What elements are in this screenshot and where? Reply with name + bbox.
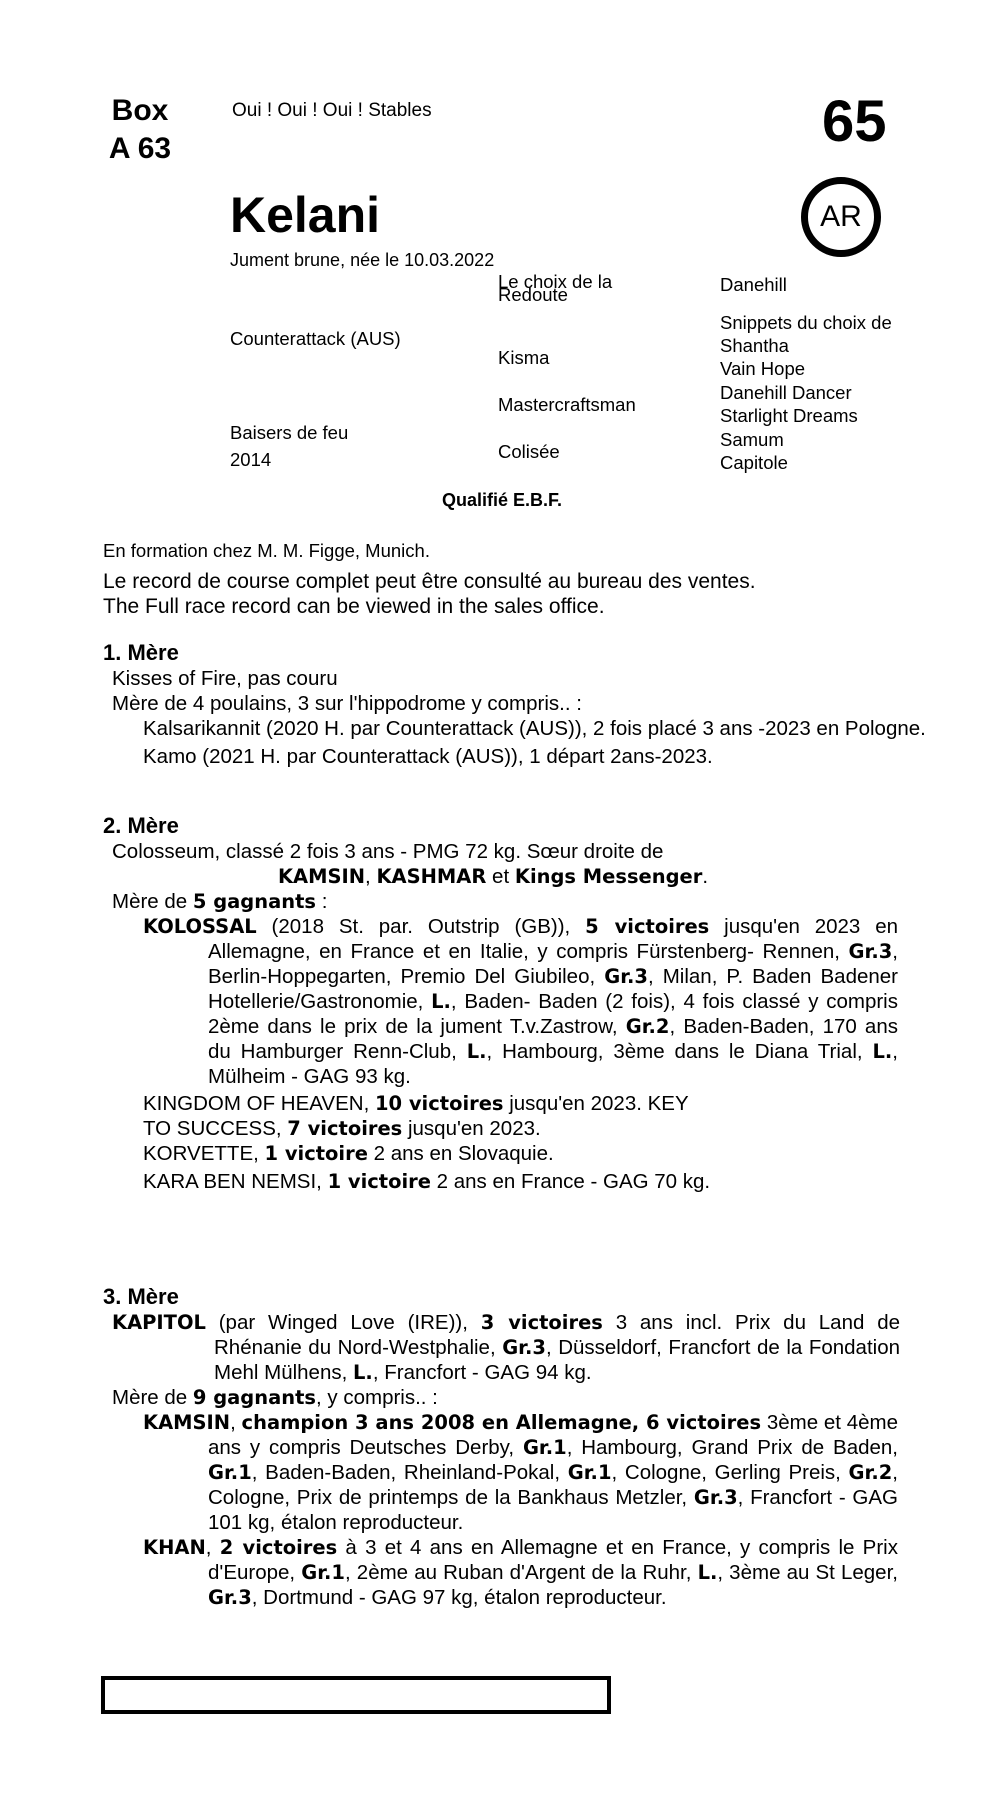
pedigree-sire: Counterattack (AUS) (230, 328, 401, 349)
siblings-line (103, 864, 903, 889)
grade: Gr.1 (522, 1436, 567, 1459)
produce-item-korvette (103, 1141, 903, 1166)
sep: et (486, 865, 515, 888)
pedigree-dd-sire: Samum (720, 429, 784, 450)
pedigree-sire-sire: Le choix de la Redoute (498, 271, 613, 305)
produce-item-kolossal (103, 914, 898, 1089)
text: , (230, 1411, 242, 1434)
grade: Gr.3 (604, 965, 648, 988)
pedigree-ss-dam: Snippets du choix de Shantha (720, 312, 892, 356)
produce-summary (103, 889, 903, 914)
grade: Gr.2 (848, 1461, 893, 1484)
text: (par Winged Love (IRE)), (205, 1311, 481, 1334)
consignor: Oui ! Oui ! Oui ! Stables (232, 100, 432, 121)
text: , Baden- Baden (2 fois), 4 fois classé y compris 2ème dans le prix de la jument T.v.Zastrow, (208, 990, 898, 1038)
pedigree-sire-dam: Kisma (498, 347, 550, 368)
wins: 10 victoires (374, 1092, 504, 1115)
section-second-dam (103, 813, 903, 1194)
dam-line-kapitol (103, 1310, 900, 1385)
wins: 5 victoires (585, 915, 710, 938)
grade: Gr.1 (301, 1561, 345, 1584)
horse-name: KHAN (143, 1536, 206, 1559)
sep: . (702, 865, 709, 888)
produce-item-kingdom (103, 1091, 703, 1141)
text: jusqu'en 2023. (402, 1117, 541, 1140)
section-title: 3. Mère (103, 1284, 179, 1309)
pedigree-dam-dam: Colisée (498, 441, 560, 462)
text: , Berlin-Hoppegarten, Premio Del Giubileo, (208, 940, 898, 988)
horse-description: Jument brune, née le 10.03.2022 (230, 250, 495, 270)
trainer: En formation chez M. M. Figge, Munich. (103, 540, 430, 561)
text: , Dortmund - GAG 97 kg, étalon reproducteur. (251, 1586, 667, 1609)
text: , (205, 1536, 220, 1559)
winners-count: 9 gagnants (192, 1386, 316, 1409)
sep: , (365, 865, 377, 888)
text: , 2ème au Ruban d'Argent de la Ruhr, (344, 1561, 698, 1584)
wins: 1 victoire (264, 1142, 368, 1165)
text: : (316, 890, 328, 913)
sibling-name: Kings Messenger (514, 865, 703, 888)
produce-item-kamsin (103, 1410, 898, 1535)
text: , Cologne, Prix de printemps de la Bankhaus Metzler, (208, 1461, 898, 1509)
box-label (100, 92, 180, 168)
text: jusqu'en 2023 en Allemagne, en France et en Italie, y compris Fürstenberg- Rennen, (208, 915, 899, 963)
produce-item: Kamo (2021 H. par Counterattack (AUS)), 1 départ 2ans-2023. (143, 745, 713, 768)
pedigree-ds-sire: Danehill Dancer (720, 382, 852, 403)
wins: 3 victoires (480, 1311, 603, 1334)
horse-name: KORVETTE, (143, 1142, 265, 1165)
text: , Baden-Baden, 170 ans du Hamburger Renn-Club, (208, 1015, 898, 1063)
horse-name: KINGDOM OF HEAVEN, (143, 1092, 375, 1115)
horse-name: KAPITOL (112, 1311, 206, 1334)
sibling-name: KASHMAR (376, 865, 487, 888)
wins: 1 victoire (327, 1170, 431, 1193)
pedigree-dam-year: 2014 (230, 449, 272, 470)
text: , Hambourg, 3ème dans le Diana Trial, (486, 1040, 873, 1063)
pedigree-dam-sire: Mastercraftsman (498, 394, 636, 415)
produce-item: Kalsarikannit (2020 H. par Counterattack (AUS)), 2 fois placé 3 ans -2023 en Pologne. (143, 717, 926, 740)
record-note-en: The Full race record can be viewed in the sales office. (103, 595, 605, 618)
text: Mère de (112, 890, 193, 913)
wins: 2 victoires (219, 1536, 338, 1559)
pedigree-ss-sire: Danehill (720, 274, 787, 295)
grade: Gr.3 (693, 1486, 738, 1509)
notes-box (101, 1676, 611, 1714)
grade: Gr.3 (208, 1586, 252, 1609)
grade: L. (872, 1040, 893, 1063)
box-number: A 63 (108, 132, 172, 165)
grade: L. (697, 1561, 718, 1584)
text: jusqu'en 2023. KEY TO SUCCESS, (143, 1092, 689, 1140)
text: , Hambourg, Grand Prix de Baden, (566, 1436, 898, 1459)
grade: Gr.1 (208, 1461, 252, 1484)
grade: L. (431, 990, 451, 1013)
produce-item-kara (103, 1169, 903, 1194)
text: , Mülheim - GAG 93 kg. (208, 1040, 898, 1088)
grade: L. (353, 1361, 373, 1384)
section-first-dam (103, 640, 926, 769)
text: , Cologne, Gerling Preis, (611, 1461, 849, 1484)
text: , Francfort - GAG 94 kg. (372, 1361, 592, 1384)
text: à 3 et 4 ans en Allemagne et en France, y compris le Prix d'Europe, (208, 1536, 898, 1584)
text: 3 ans incl. Prix du Land de Rhénanie du Nord-Westphalie, (214, 1311, 901, 1359)
ar-badge-icon (801, 177, 881, 257)
dam-line: Kisses of Fire, pas couru (112, 667, 338, 690)
grade: Gr.3 (502, 1336, 546, 1359)
grade: Gr.1 (567, 1461, 612, 1484)
text: , Milan, P. Baden Badener Hotellerie/Gastronomie, (208, 965, 898, 1013)
sibling-name: KAMSIN (277, 865, 366, 888)
grade: Gr.2 (625, 1015, 670, 1038)
pedigree-ds-dam: Starlight Dreams (720, 405, 858, 426)
section-title: 2. Mère (103, 813, 179, 838)
section-third-dam (103, 1284, 903, 1610)
horse-name: KAMSIN (143, 1411, 231, 1434)
lot-number: 65 (822, 89, 887, 154)
produce-summary (103, 1385, 903, 1410)
qualification: Qualifié E.B.F. (441, 490, 563, 510)
produce-summary: Mère de 4 poulains, 3 sur l'hippodrome y compris.. : (112, 692, 582, 715)
pedigree-dam: Baisers de feu (230, 422, 349, 443)
grade: Gr.3 (848, 940, 893, 963)
horse-name: KOLOSSAL (143, 915, 257, 938)
text: Mère de (112, 1386, 193, 1409)
produce-item-khan (103, 1535, 898, 1610)
text: 2 ans en Slovaquie. (367, 1142, 554, 1165)
box-title: Box (111, 94, 169, 127)
race-record-note (103, 569, 756, 619)
text: , 3ème au St Leger, (717, 1561, 898, 1584)
record-note-fr: Le record de course complet peut être consulté au bureau des ventes. (103, 570, 756, 593)
text: , y compris.. : (316, 1386, 438, 1409)
text: , Baden-Baden, Rheinland-Pokal, (251, 1461, 568, 1484)
winners-count: 5 gagnants (192, 890, 316, 913)
dam-line: Colosseum, classé 2 fois 3 ans - PMG 72 kg. Sœur droite de (112, 840, 664, 863)
ar-badge-text: AR (820, 200, 862, 233)
text: (2018 St. par. Outstrip (GB)), (256, 915, 586, 938)
text: 3ème et 4ème ans y compris Deutsches Derby, (208, 1411, 898, 1459)
wins: 7 victoires (287, 1117, 403, 1140)
text: 2 ans en France - GAG 70 kg. (430, 1170, 711, 1193)
horse-name: Kelani (230, 187, 381, 243)
horse-name: KARA BEN NEMSI, (143, 1170, 328, 1193)
section-title: 1. Mère (103, 640, 179, 665)
champion-title: champion 3 ans 2008 en Allemagne, 6 victoires (241, 1411, 762, 1434)
text: , Düsseldorf, Francfort de la Fondation Mehl Mülhens, (214, 1336, 901, 1384)
grade: L. (466, 1040, 487, 1063)
pedigree-sd-sire: Vain Hope (720, 358, 806, 379)
text: , Francfort - GAG 101 kg, étalon reproducteur. (208, 1486, 898, 1534)
pedigree-dd-dam: Capitole (720, 452, 788, 473)
